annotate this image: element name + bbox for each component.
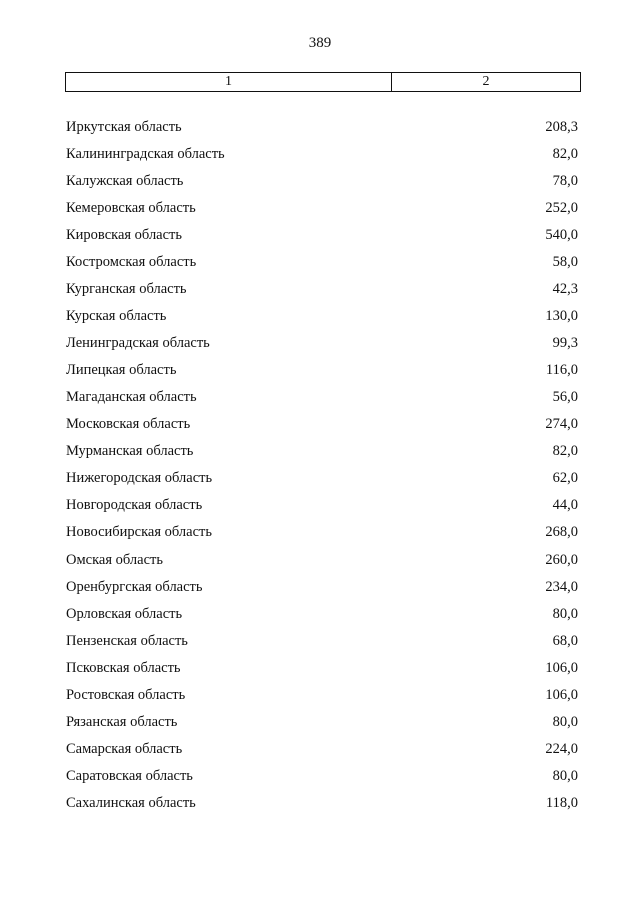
region-name: Мурманская область xyxy=(66,443,194,460)
region-name: Оренбургская область xyxy=(66,578,203,595)
region-name: Костромская область xyxy=(66,254,197,271)
table-row xyxy=(66,519,578,546)
table-row xyxy=(66,357,578,384)
table-row xyxy=(66,303,578,330)
region-value: 42,3 xyxy=(552,281,578,298)
table-row xyxy=(66,492,578,519)
table-row xyxy=(66,763,578,790)
region-name: Сахалинская область xyxy=(66,794,196,811)
region-value: 106,0 xyxy=(545,659,578,676)
region-value: 56,0 xyxy=(552,389,578,406)
region-value: 252,0 xyxy=(545,200,578,217)
table-row xyxy=(66,547,578,574)
region-value: 80,0 xyxy=(552,713,578,730)
region-value: 82,0 xyxy=(552,146,578,163)
region-value: 260,0 xyxy=(545,551,578,568)
region-name: Московская область xyxy=(66,416,191,433)
region-value: 58,0 xyxy=(552,254,578,271)
region-value: 82,0 xyxy=(552,443,578,460)
page-number: 389 xyxy=(308,35,332,51)
region-value: 208,3 xyxy=(545,119,578,136)
table-row xyxy=(66,736,578,763)
region-name: Липецкая область xyxy=(66,362,177,379)
region-name: Кемеровская область xyxy=(66,200,196,217)
table-row xyxy=(66,438,578,465)
region-value: 274,0 xyxy=(545,416,578,433)
region-value: 118,0 xyxy=(545,794,578,811)
table-row xyxy=(66,195,578,222)
region-name: Калининградская область xyxy=(66,146,225,163)
region-name: Курская область xyxy=(66,308,167,325)
region-name: Саратовская область xyxy=(66,767,193,784)
region-value: 106,0 xyxy=(545,686,578,703)
table-row xyxy=(66,411,578,438)
region-name: Псковская область xyxy=(66,659,181,676)
region-name: Ленинградская область xyxy=(66,335,210,352)
region-value: 80,0 xyxy=(552,605,578,622)
region-value: 99,3 xyxy=(552,335,578,352)
table-row xyxy=(66,114,578,141)
table-row xyxy=(66,655,578,682)
region-value: 116,0 xyxy=(545,362,578,379)
region-value: 234,0 xyxy=(545,578,578,595)
region-name: Курганская область xyxy=(66,281,187,298)
table-row xyxy=(66,682,578,709)
table-row xyxy=(66,709,578,736)
table-row xyxy=(66,276,578,303)
region-name: Пензенская область xyxy=(66,632,188,649)
table-row xyxy=(66,574,578,601)
region-name: Омская область xyxy=(66,551,163,568)
table-row xyxy=(66,168,578,195)
region-name: Рязанская область xyxy=(66,713,178,730)
region-name: Новгородская область xyxy=(66,497,203,514)
region-name: Новосибирская область xyxy=(66,524,212,541)
region-value: 68,0 xyxy=(552,632,578,649)
region-name: Ростовская область xyxy=(66,686,186,703)
region-name: Самарская область xyxy=(66,740,183,757)
region-value: 78,0 xyxy=(552,173,578,190)
table-row xyxy=(66,790,578,817)
column-header-2: 2 xyxy=(482,74,490,89)
column-header-row xyxy=(65,72,581,92)
region-list xyxy=(66,114,578,817)
table-row xyxy=(66,330,578,357)
column-header-1: 1 xyxy=(66,73,392,91)
table-row xyxy=(66,628,578,655)
region-name: Магаданская область xyxy=(66,389,197,406)
table-row xyxy=(66,141,578,168)
table-row xyxy=(66,601,578,628)
region-value: 80,0 xyxy=(552,767,578,784)
region-name: Нижегородская область xyxy=(66,470,213,487)
region-value: 268,0 xyxy=(545,524,578,541)
table-row xyxy=(66,465,578,492)
region-name: Иркутская область xyxy=(66,119,182,136)
region-value: 224,0 xyxy=(545,740,578,757)
table-row xyxy=(66,384,578,411)
table-row xyxy=(66,249,578,276)
region-value: 130,0 xyxy=(545,308,578,325)
table-row xyxy=(66,222,578,249)
region-value: 62,0 xyxy=(552,470,578,487)
region-value: 540,0 xyxy=(545,227,578,244)
region-name: Кировская область xyxy=(66,227,183,244)
region-value: 44,0 xyxy=(552,497,578,514)
region-name: Калужская область xyxy=(66,173,184,190)
region-name: Орловская область xyxy=(66,605,183,622)
